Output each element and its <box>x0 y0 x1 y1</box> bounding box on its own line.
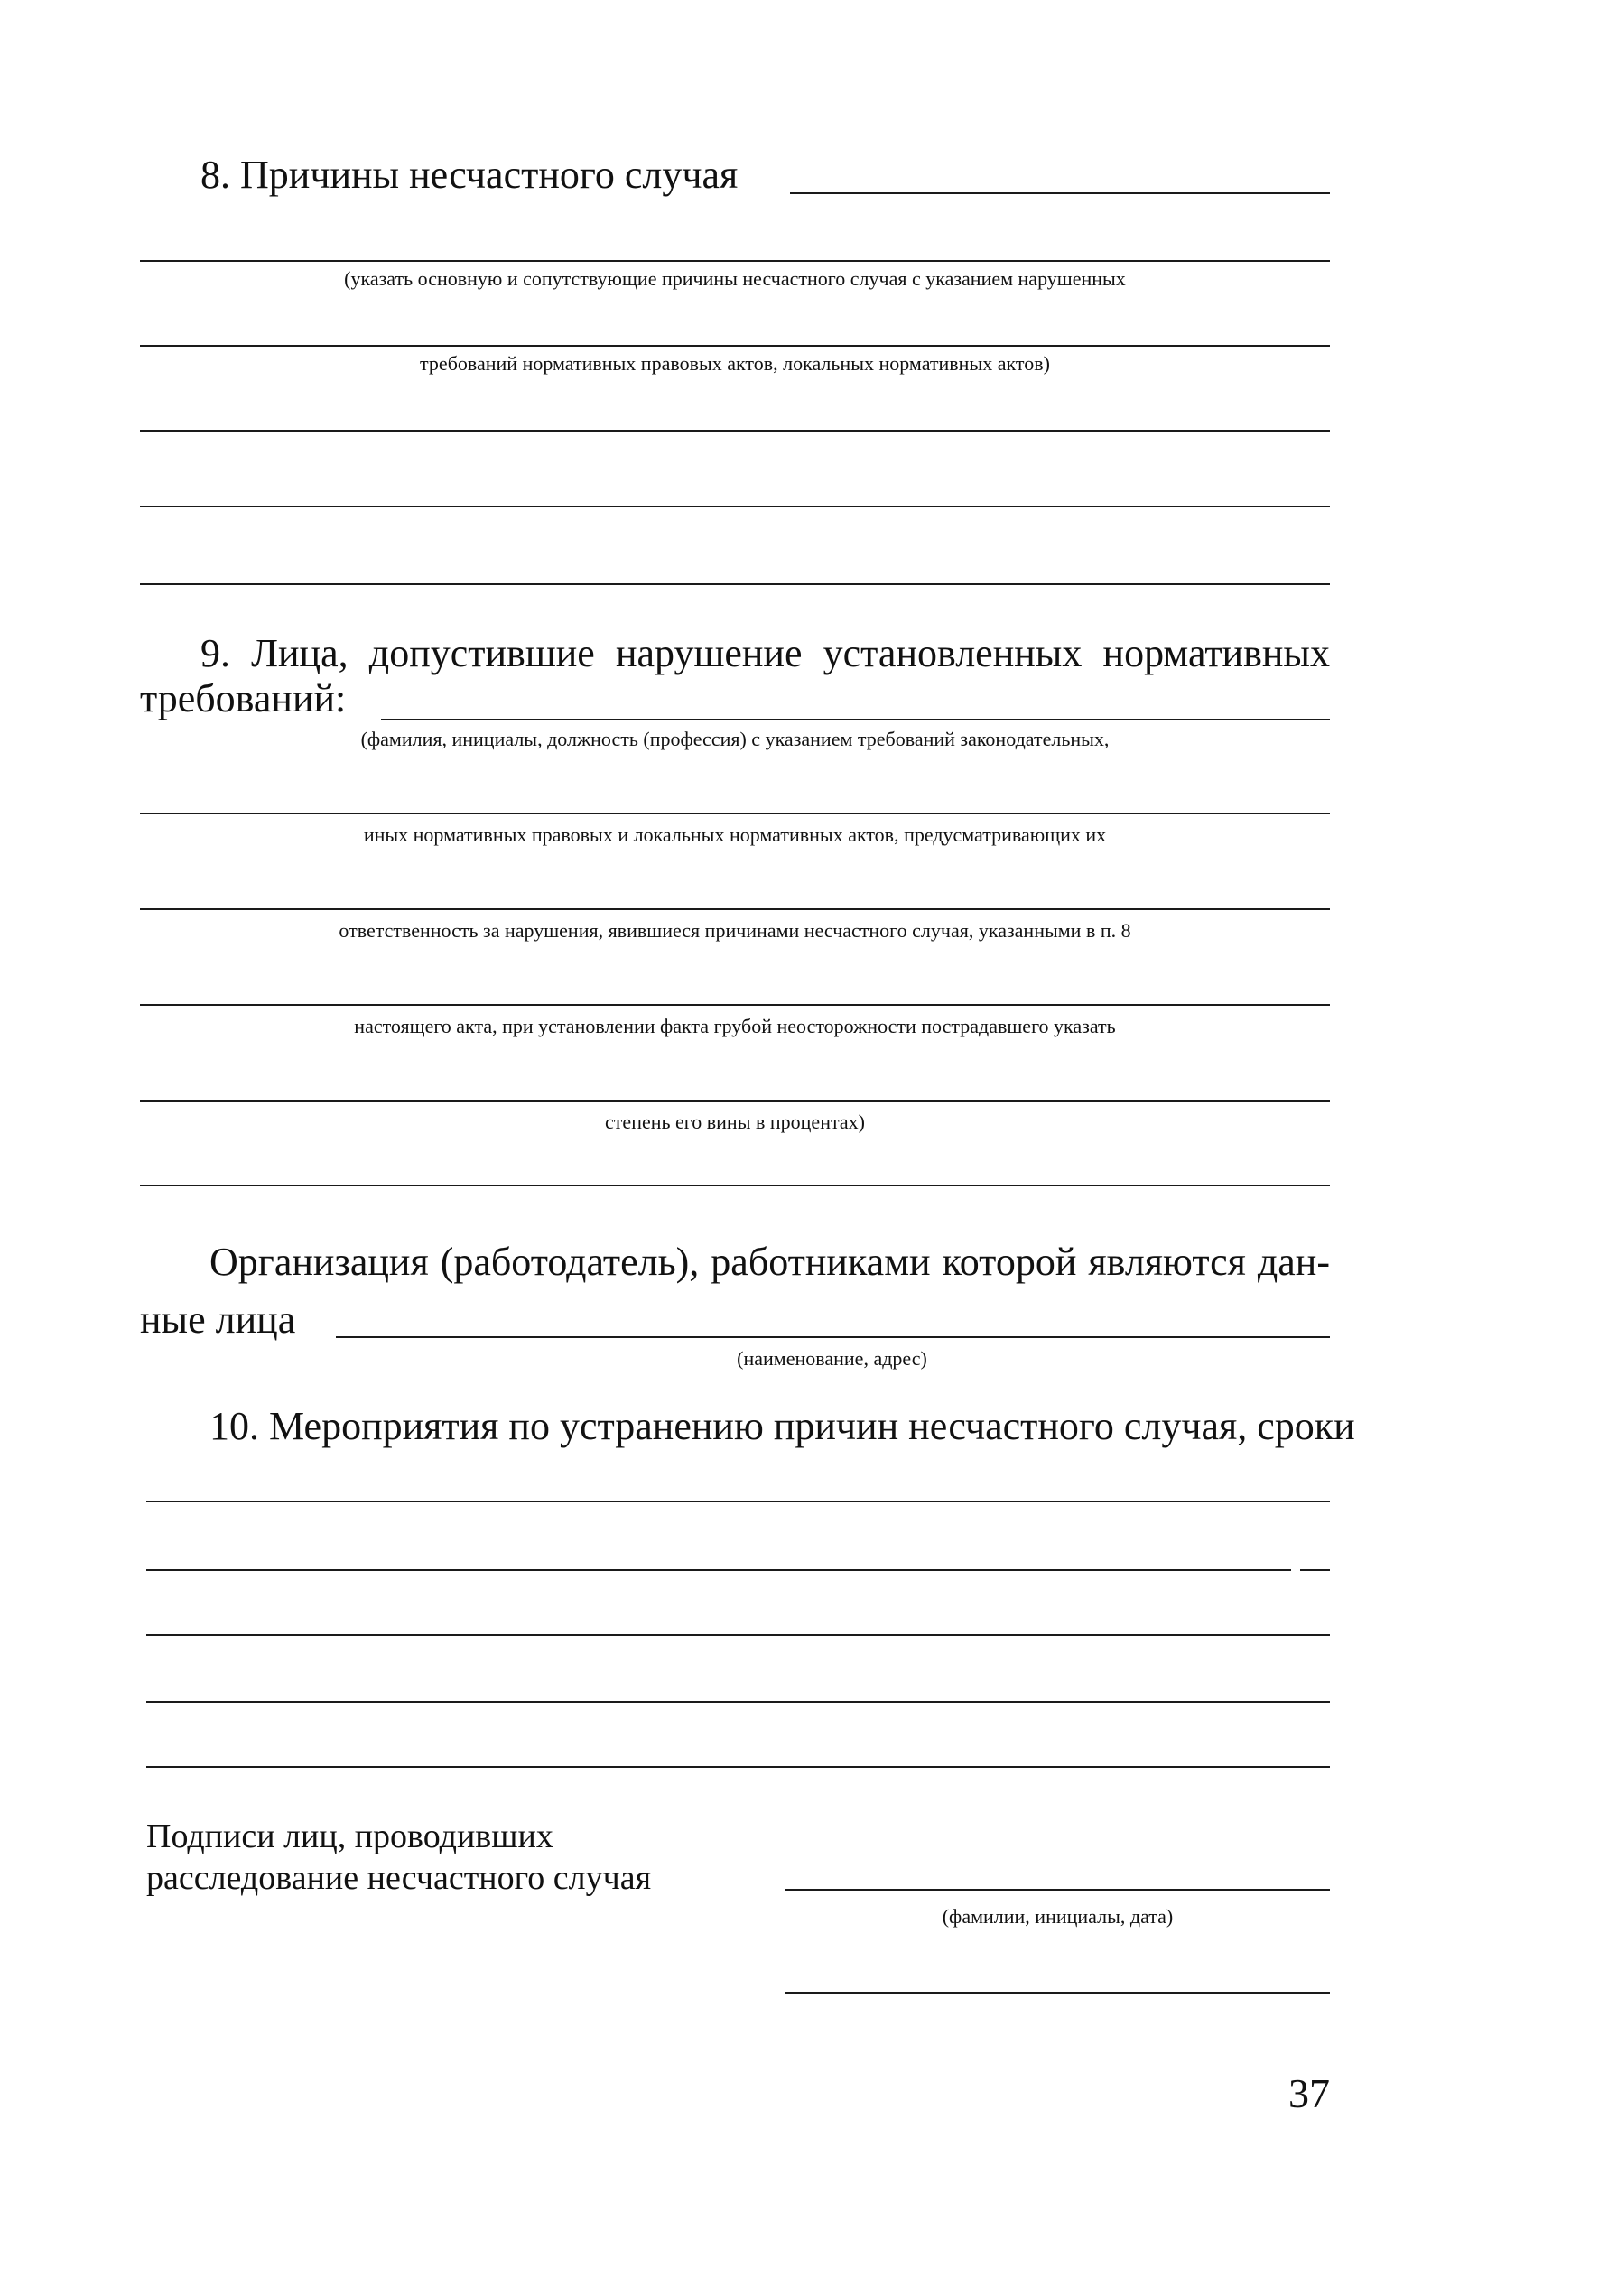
section-9-field-line-4[interactable] <box>140 1100 1330 1102</box>
section-9-field-line-5[interactable] <box>140 1185 1330 1186</box>
signature-line-2[interactable] <box>785 1992 1330 1994</box>
organization-label: Организация (работодатель), работниками которой являются дан- <box>209 1240 1330 1284</box>
section-8-answer-line[interactable] <box>790 192 1330 194</box>
section-9-field-line-3[interactable] <box>140 1004 1330 1006</box>
section-8-hint-1: (указать основную и сопутствующие причины несчастного случая с указанием нарушенных <box>344 267 1126 290</box>
section-9-hint-1: (фамилия, инициалы, должность (профессия) с указанием требований законодательных, <box>360 728 1110 750</box>
organization-answer-line[interactable] <box>336 1336 1330 1338</box>
section-10-field-line-1[interactable] <box>146 1501 1330 1502</box>
section-8-heading: 8. Причины несчастного случая <box>200 153 739 197</box>
section-10-field-line-3[interactable] <box>146 1634 1330 1636</box>
section-9-answer-line[interactable] <box>381 719 1330 720</box>
section-8-field-line-2[interactable] <box>140 345 1330 347</box>
section-10-field-line-2-end <box>1300 1569 1330 1571</box>
section-10-field-line-4[interactable] <box>146 1701 1330 1703</box>
organization-label-cont: ные лица <box>140 1297 296 1342</box>
section-9-field-line-1[interactable] <box>140 813 1330 814</box>
signature-hint: (фамилии, инициалы, дата) <box>942 1905 1174 1928</box>
signatures-label-cont: расследование несчастного случая <box>146 1859 652 1897</box>
section-10-field-line-5[interactable] <box>146 1766 1330 1768</box>
section-8-field-line-5[interactable] <box>140 583 1330 585</box>
section-8-field-line-3[interactable] <box>140 430 1330 432</box>
section-9-hint-5: степень его вины в процентах) <box>605 1111 865 1133</box>
section-8-field-line-4[interactable] <box>140 506 1330 507</box>
section-9-field-line-2[interactable] <box>140 908 1330 910</box>
signatures-label: Подписи лиц, проводивших <box>146 1817 553 1855</box>
section-8-hint-2: требований нормативных правовых актов, локальных нормативных актов) <box>420 352 1050 375</box>
section-9-hint-3: ответственность за нарушения, явившиеся причинами несчастного случая, указанными в п. 8 <box>339 919 1131 942</box>
organization-hint: (наименование, адрес) <box>737 1347 927 1370</box>
section-9-heading: 9. Лица, допустившие нарушение установленных нормативных <box>200 631 1330 675</box>
section-8-field-line-1[interactable] <box>140 260 1330 262</box>
section-9-hint-2: иных нормативных правовых и локальных нормативных актов, предусматривающих их <box>363 823 1107 846</box>
section-10-heading: 10. Мероприятия по устранению причин несчастного случая, сроки <box>209 1404 1355 1448</box>
signature-line-1[interactable] <box>785 1889 1330 1891</box>
section-9-heading-cont: требований: <box>140 676 347 720</box>
section-9-hint-4: настоящего акта, при установлении факта грубой неосторожности пострадавшего указать <box>354 1015 1116 1037</box>
section-10-field-line-2[interactable] <box>146 1569 1291 1571</box>
page-number: 37 <box>1288 2070 1330 2116</box>
